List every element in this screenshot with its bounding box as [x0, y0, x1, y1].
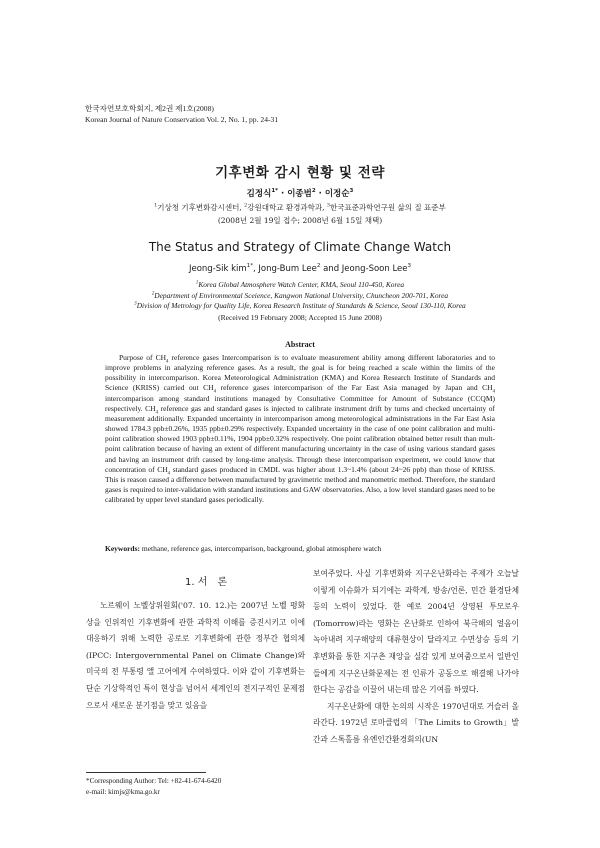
author-3-en: Jeong-Soon Lee: [341, 264, 408, 274]
journal-header-en: Korean Journal of Nature Conservation Vol. 2, No. 1, pp. 24-31: [85, 115, 279, 124]
paragraph: 노르웨이 노벨상위원회('07. 10. 12.)는 2007년 노벨 평화상을 인위적인 기후변화에 관한 과학적 이해를 증진시키고 이에 대응하기 위해 노력한 공로로 기후변화에 관한 정부간 협의체(IPCC: Intergovernmental Panel on Climate Change)와 미국의 전 부통령 앨 고어에게 수여하였다. 이와 같이 기후변화는 단순 기상학적인 특이 현상을 넘어서 세계인의 전지구적인 문제점으로서 새로운 분기점을 맞고 있음을: [86, 601, 305, 710]
author-1-ko-mark: 1*: [271, 188, 279, 195]
author-3-en-mark: 3: [407, 263, 412, 270]
author-1-ko: 김정식: [246, 189, 272, 199]
aff-mark: 3: [134, 301, 137, 307]
affiliation-text: Division of Metrology for Quality Life, Korea Research Institute of Standards & Science, Seoul 130-110, Korea: [136, 301, 466, 310]
author-2-en: Jong-Bum Lee: [258, 264, 317, 274]
subscript: 4: [155, 410, 159, 416]
paragraph: 지구온난화에 대한 논의의 시작은 1970년대로 거슬러 올라간다. 1972년 로마클럽의 「The Limits to Growth」발간과 스톡홀름 유엔인간환경회의(UN: [313, 701, 519, 744]
english-authors: [0, 264, 600, 274]
korean-title: 기후변화 감시 현황 및 전략: [215, 165, 385, 181]
keywords-text: methane, reference gas, intercomparison, background, global atmosphere watch: [140, 544, 382, 553]
english-received-date: (Received 19 February 2008; Accepted 15 June 2008): [218, 313, 382, 322]
abstract-text: standard gases produced in CMDL was higher about 1.3~1.4% (about 24~26 ppb) than those of KRISS. This is reason caused a difference between manufactured by gravimetric method and manometric method. Therefore, the standard gases is required to inter-validation with standard institutions and GAW observatories. Also, a low level standard gases need to be calibrated by upper level standard gases periodically.: [105, 464, 495, 505]
abstract-body: [105, 353, 495, 505]
english-title: The Status and Strategy of Climate Change Watch: [148, 240, 452, 254]
paragraph: 보여주었다. 사실 기후변화와 지구온난화라는 주제가 오늘날 이렇게 이슈화가 되기에는 과학계, 방송/언론, 민간 환경단체 등의 노력이 있었다. 한 예로 2004년 상영된 투모로우(Tomorrow)라는 영화는 온난화로 인하여 북극해의 얼음이 녹아내려 지구해양의 대류현상이 달라지고 수면상승 등의 기후변화를 통한 지구촌 재앙을 실감 있게 보여줌으로서 일반인들에게 지구온난화문제는 전 인류가 공동으로 해결해 나가야 한다는 공감을 이끌어 내는데 많은 기여를 하였다.: [313, 569, 519, 695]
journal-header: [85, 103, 278, 125]
footnote: [86, 776, 221, 797]
author-sep: ·: [315, 189, 325, 199]
body-column-left: [86, 598, 305, 714]
abstract-text: intercomparison among standard institutions managed by Consultative Committee for Amount of Substance (CCQM) respectively. CH: [105, 393, 495, 413]
affiliation-text: Korea Global Atmosphere Watch Center, KMA, Seoul 110-450, Korea: [198, 280, 405, 289]
author-1-en: Jeong-Sik kim: [188, 264, 247, 274]
author-sep: ·: [278, 189, 288, 199]
abstract-text: Purpose of CH: [119, 353, 167, 362]
aff-mark: 1: [154, 202, 158, 209]
abstract-text: reference gases intercomparison of the Far East Asia managed by Japan and CH: [216, 383, 493, 393]
author-3-ko-mark: 3: [349, 188, 354, 195]
aff-mark: 2: [244, 202, 248, 209]
subscript: 4: [167, 471, 171, 477]
footnote-divider: [86, 772, 206, 773]
korean-authors: [0, 187, 600, 199]
author-1-en-mark: 1*: [246, 263, 253, 270]
journal-header-ko: 한국자연보호학회지, 제2권 제1호(2008): [85, 104, 214, 113]
body-column-right: [313, 566, 519, 749]
affiliation-3: [0, 301, 600, 312]
author-2-ko-mark: 2: [311, 188, 316, 195]
aff-ko-1: 기상청 기후변화감시센터,: [157, 203, 245, 212]
abstract-heading: Abstract: [285, 340, 315, 349]
abstract-text: reference gas and standard gases is injected to calibrate instrument drift by turns and checked uncertainty of measurement additionally. Expanded uncertainty in intercomparison among meteorological administrations in the Far East Asia showed 1784.3 ppb±0.26%, 1935 ppb±0.29% respectively. Expanded uncertainty in the case of one point calibration and multi-point calibration showed 1903 ppb±0.11%, 1904 ppb±0.32% respectively. One point calibration obtained better result than mult-point calibration because of having an extent of different manufacturing uncertainty in the case of using various standard gases and having an instrument drift caused by long-time analysis. Through these intercomparison experiment, we could know that concentration of CH: [105, 403, 495, 474]
aff-mark: 3: [326, 202, 330, 209]
keywords-label: Keywords:: [105, 544, 140, 553]
affiliation-2: [0, 291, 600, 302]
section-heading-introduction: 1. 서 론: [184, 577, 228, 588]
korean-received-date: (2008년 2월 19일 접수; 2008년 6월 15일 채택): [217, 216, 383, 225]
footnote-phone: *Corresponding Author: Tel: +82-41-674-6420: [86, 777, 222, 785]
author-3-ko: 이정순: [324, 189, 350, 199]
subscript: 4: [166, 359, 169, 365]
author-sep: and: [320, 264, 342, 274]
keywords: [105, 544, 495, 553]
korean-affiliations: [0, 202, 600, 213]
abstract-text: reference gases Intercomparison is to evaluate measurement ability among different laboratories and to improve problems in analyzing reference gases. As a result, the goal is for being reached a scale within the limits of the possibility in intercomparison. Korea Meteorological Administration (KMA) and Korea Research Institute of Standards and Science (KRISS) carried out CH: [105, 353, 495, 393]
aff-ko-3: 한국표준과학연구원 삶의 질 표준부: [329, 203, 446, 212]
subscript: 4: [213, 389, 217, 395]
affiliation-1: [0, 280, 600, 291]
english-affiliations: [0, 280, 600, 312]
aff-mark: 2: [151, 291, 155, 297]
aff-mark: 1: [195, 280, 199, 286]
aff-ko-2: 강원대학교 환경과학과,: [247, 203, 327, 212]
footnote-email: e-mail: kimjs@kma.go.kr: [86, 787, 160, 796]
author-sep: ,: [252, 264, 259, 274]
subscript: 4: [492, 389, 495, 395]
affiliation-text: Department of Environmental Sceience, Kangwon National University, Chuncheon 200-701, Korea: [154, 290, 449, 300]
author-2-en-mark: 2: [316, 263, 321, 270]
author-2-ko: 이종범: [287, 189, 312, 199]
